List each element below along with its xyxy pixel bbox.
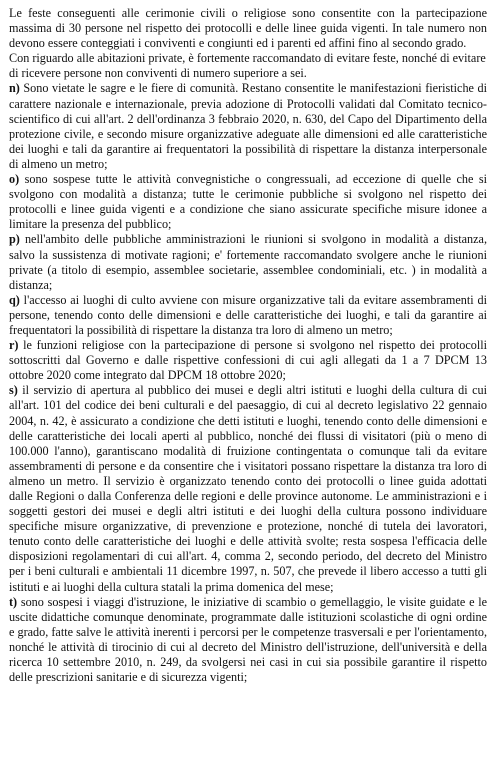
clause-o-label: o): [9, 172, 20, 187]
clause-p-text: nell'ambito delle pubbliche amministrazioni le riunioni si svolgono in modalità a distanza, salvo la sussistenza di motivate ragioni; e' fortemente raccomandato svolgere anche le riunioni private (a titolo di esempio, assemblee societarie, assemblee condominiali, etc. ) in modalità a distanza;: [9, 232, 487, 292]
clause-r-label: r): [9, 338, 19, 353]
clause-o-text: sono sospese tutte le attività convegnistiche o congressuali, ad eccezione di quelle che si svolgono con modalità a distanza; tutte le cerimonie pubbliche si svolgono nel rispetto dei protocolli e linee guida vigenti e a condizione che siano assicurate specifiche misure idonee a limitare la presenza del pubblico;: [9, 172, 487, 232]
clause-n: [9, 81, 487, 172]
clause-s-text: il servizio di apertura al pubblico dei musei e degli altri istituti e luoghi della cultura di cui all'art. 101 del codice dei beni culturali e del paesaggio, di cui al decreto legislativo 22 gennaio 2004, n. 42, è assicurato a condizione che detti istituti e luoghi, tenendo conto delle dimensioni e delle caratteristiche dei locali aperti al pubblico, nonché dei flussi di visitatori (più o meno di 100.000 l'anno), garantiscano modalità di fruizione contingentata o comunque tali da evitare assembramenti di persone e da consentire che i visitatori possano rispettare la distanza tra loro di almeno un metro. Il servizio è organizzato tenendo conto dei protocolli o linee guida adottati dalle Regioni o dalla Conferenza delle regioni e delle province autonome. Le amministrazioni e i soggetti gestori dei musei e degli altri istituti e dei luoghi della cultura possono individuare specifiche misure organizzative, di prevenzione e protezione, nonché di tutela dei lavoratori, tenuto conto delle caratteristiche dei luoghi e delle attività svolte; resta sospesa l'efficacia delle disposizioni regolamentari di cui all'art. 4, comma 2, secondo periodo, del decreto del Ministro per i beni culturali e ambientali 11 dicembre 1997, n. 507, che prevede il libero accesso a tutti gli istituti e ai luoghi della cultura statali la prima domenica del mese;: [9, 383, 487, 594]
clause-r-text: le funzioni religiose con la partecipazione di persone si svolgono nel rispetto dei protocolli sottoscritti dal Governo e dalle rispettive confessioni di cui agli allegati da 1 a 7 DPCM 13 ottobre 2020 come integrato dal DPCM 18 ottobre 2020;: [9, 338, 487, 383]
clause-n-text: Sono vietate le sagre e le fiere di comunità. Restano consentite le manifestazioni fieristiche di carattere nazionale e internazionale, previa adozione di Protocolli validati dal Comitato tecnico-scientifico di cui all'art. 2 dell'ordinanza 3 febbraio 2020, n. 630, del Capo del Dipartimento della protezione civile, e secondo misure organizzative adeguate alle dimensioni ed alle caratteristiche dei luoghi e tali da garantire ai frequentatori la possibilità di rispettare la distanza interpersonale di almeno un metro;: [9, 81, 487, 171]
clause-o: [9, 172, 487, 232]
clause-s-label: s): [9, 383, 18, 398]
intro-paragraph-2: Con riguardo alle abitazioni private, è fortemente raccomandato di evitare feste, nonché di evitare di ricevere persone non conviventi di numero superiore a sei.: [9, 51, 486, 81]
clause-t-label: t): [9, 594, 18, 609]
intro-paragraph-1: Le feste conseguenti alle cerimonie civili o religiose sono consentite con la partecipazione massima di 30 persone nel rispetto dei protocolli e delle linee guida vigenti. In tale numero non devono essere conteggiati i conviventi e congiunti ed i parenti ed affini fino al secondo grado.: [9, 6, 487, 51]
document-page: [9, 6, 487, 685]
clause-s: [9, 383, 487, 594]
clause-q-text: l'accesso ai luoghi di culto avviene con misure organizzative tali da evitare assembramenti di persone, tenendo conto delle dimensioni e delle caratteristiche dei luoghi, e tali da garantire ai frequentatori la possibilità di rispettare la distanza tra loro di almeno un metro;: [9, 292, 487, 337]
clause-r: [9, 338, 487, 383]
clause-p: [9, 232, 487, 292]
clause-q: [9, 293, 487, 338]
clause-n-label: n): [9, 81, 20, 96]
clause-t: [9, 595, 487, 686]
clause-t-text: sono sospesi i viaggi d'istruzione, le iniziative di scambio o gemellaggio, le visite guidate e le uscite didattiche comunque denominate, programmate dalle istituzioni scolastiche di ogni ordine e grado, fatte salve le attività inerenti i percorsi per le competenze trasversali e per l'orientamento, nonché le attività di tirocinio di cui al decreto del Ministro dell'istruzione, dell'università e della ricerca 10 settembre 2010, n. 249, da svolgersi nei casi in cui sia possibile garantire il rispetto delle prescrizioni sanitarie e di sicurezza vigenti;: [9, 594, 487, 685]
clause-p-label: p): [9, 232, 20, 247]
clause-q-label: q): [9, 292, 20, 307]
